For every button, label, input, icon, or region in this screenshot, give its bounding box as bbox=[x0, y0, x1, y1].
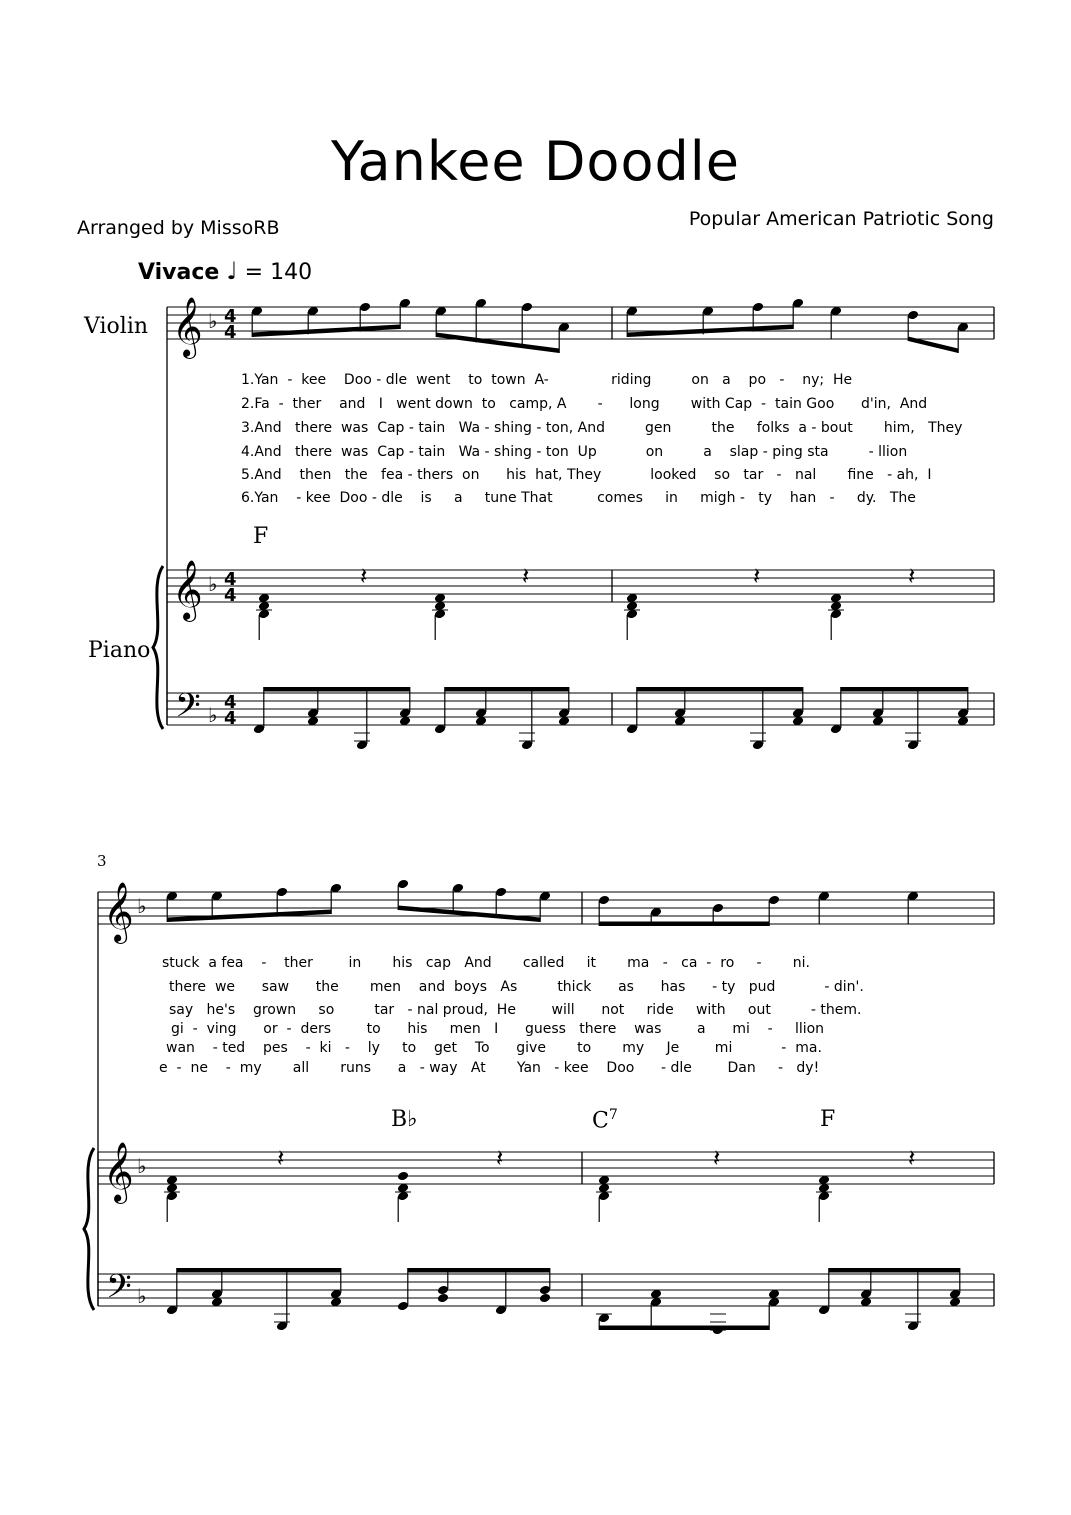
quarter-rest: 𝄽 bbox=[908, 562, 916, 590]
flat-sign: ♭ bbox=[137, 1284, 147, 1308]
quarter-rest: 𝄽 bbox=[360, 562, 368, 590]
beam bbox=[436, 333, 559, 354]
beam bbox=[264, 687, 410, 692]
note-head bbox=[397, 1171, 409, 1182]
beam bbox=[637, 687, 803, 692]
lyric-line-verse-1: 1.Yan - kee Doo - dle went to town A- riding on a po - ny; He bbox=[241, 372, 853, 388]
piano-brace bbox=[84, 1148, 94, 1310]
chord-symbol: B♭ bbox=[391, 1107, 418, 1132]
tempo-word: Vivace bbox=[138, 260, 220, 285]
beam bbox=[408, 1268, 550, 1273]
flat-sign: ♭ bbox=[208, 309, 218, 333]
beam bbox=[445, 687, 569, 692]
chord-symbol: F bbox=[253, 524, 269, 549]
violin-label: Violin bbox=[84, 314, 149, 339]
flat-sign: ♭ bbox=[137, 1154, 147, 1178]
time-signature: 4 bbox=[224, 708, 237, 729]
piano-brace bbox=[153, 566, 163, 729]
time-signature: 4 bbox=[224, 322, 237, 343]
bass-clef-icon: 𝄢 bbox=[106, 1268, 132, 1314]
quarter-rest: 𝄽 bbox=[753, 562, 761, 590]
beam bbox=[599, 922, 769, 927]
note-head bbox=[437, 1293, 449, 1304]
arranger-credit: Arranged by MissoRB bbox=[77, 217, 280, 239]
treble-clef-icon: 𝄞 bbox=[172, 560, 203, 620]
flat-sign: ♭ bbox=[208, 572, 218, 596]
quarter-rest: 𝄽 bbox=[908, 1144, 916, 1172]
flat-sign: ♭ bbox=[137, 894, 147, 918]
measure-number: 3 bbox=[97, 852, 107, 870]
quarter-rest: 𝄽 bbox=[496, 1144, 504, 1172]
beam bbox=[599, 1326, 769, 1331]
lyric-line-verse-5: wan - ted pes - ki - ly to get To give to my Je mi - ma. bbox=[166, 1040, 822, 1056]
time-signature: 4 bbox=[224, 585, 237, 606]
lyric-line-verse-1: stuck a fea - ther in his cap And called it ma - ca - ro - ni. bbox=[162, 955, 810, 971]
bass-clef-icon: 𝄢 bbox=[175, 687, 201, 733]
lyric-line-verse-6: 6.Yan - kee Doo - dle is a tune That comes in migh - ty han - dy. The bbox=[241, 490, 916, 506]
quarter-rest: 𝄽 bbox=[713, 1144, 721, 1172]
quarter-rest: 𝄽 bbox=[277, 1144, 285, 1172]
time-signature: 4 bbox=[224, 692, 237, 713]
treble-clef-icon: 𝄞 bbox=[172, 297, 203, 357]
lyric-line-verse-2: 2.Fa - ther and I went down to camp, A - long with Cap - tain Goo d'in, And bbox=[241, 396, 928, 412]
piano-label: Piano bbox=[88, 638, 151, 663]
score-title: Yankee Doodle bbox=[331, 130, 740, 193]
lyric-line-verse-6: e - ne - my all runs a - way At Yan - kee Doo - dle Dan - dy! bbox=[159, 1060, 820, 1076]
lyric-line-verse-2: there we saw the men and boys As thick as has - ty pud - din'. bbox=[169, 979, 864, 995]
composer-credit: Popular American Patriotic Song bbox=[688, 208, 994, 230]
beam bbox=[829, 1268, 960, 1273]
treble-clef-icon: 𝄞 bbox=[103, 1142, 134, 1202]
treble-clef-icon: 𝄞 bbox=[103, 882, 134, 942]
beam bbox=[177, 1268, 341, 1273]
quarter-rest: 𝄽 bbox=[522, 562, 530, 590]
lyric-line-verse-3: 3.And there was Cap - tain Wa - shing - ton, And gen the folks a - bout him, They bbox=[241, 420, 963, 436]
lyric-line-verse-4: 4.And there was Cap - tain Wa - shing - ton Up on a slap - ping sta - llion bbox=[241, 444, 908, 460]
note-head bbox=[539, 1293, 551, 1304]
chord-symbol: $C^7$ bbox=[592, 1107, 618, 1134]
lyric-line-verse-4: gi - ving or - ders to his men I guess there was a mi - llion bbox=[171, 1021, 825, 1037]
chord-symbol: F bbox=[820, 1107, 836, 1132]
time-signature: 4 bbox=[224, 569, 237, 590]
quarter-note-icon: ♩ bbox=[226, 257, 238, 285]
flat-sign: ♭ bbox=[208, 703, 218, 727]
tempo-value: = 140 bbox=[244, 260, 313, 285]
time-signature: 4 bbox=[224, 306, 237, 327]
beam bbox=[841, 687, 968, 692]
lyric-line-verse-5: 5.And then the fea - thers on his hat, They looked so tar - nal fine - ah, I bbox=[241, 467, 932, 483]
lyric-line-verse-3: say he's grown so tar - nal proud, He will not ride with out - them. bbox=[169, 1002, 862, 1018]
